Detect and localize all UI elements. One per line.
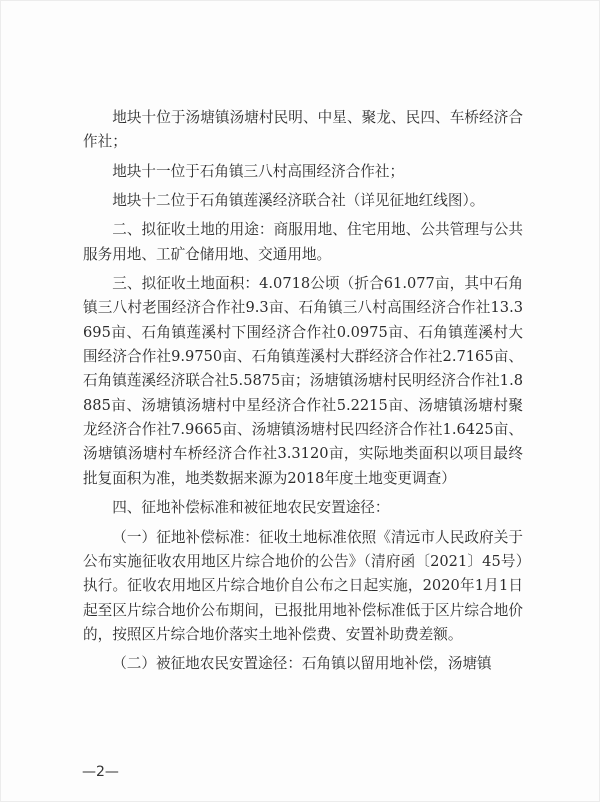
paragraph-3: 地块十二位于石角镇莲溪经济联合社（详见征地红线图）。 <box>112 192 485 210</box>
body-text <box>83 106 523 677</box>
paragraph-2: 地块十一位于石角镇三八村高围经济合作社； <box>112 162 405 180</box>
paragraph-4: 二、拟征收土地的用途：商服用地、住宅用地、公共管理与公共服务用地、工矿仓储用地、交通用地。 <box>83 221 523 263</box>
paragraph-7: （一）征地补偿标准：征收土地标准依照《清远市人民政府关于公布实施征收农用地区片综合地价的公告》（清府函〔2021〕45号）执行。征收农用地区片综合地价自公布之日起实施，2020年1月1日起至区片综合地价公布期间，已报批用地补偿标准低于区片综合地价的，按照区片综合地价落实土地补偿费、安置补助费差额。 <box>83 528 523 643</box>
paragraph-6: 四、征地补偿标准和被征地农民安置途径： <box>112 499 390 517</box>
page-number: —2— <box>82 764 119 780</box>
paragraph-8: （二）被征地农民安置途径：石角镇以留用地补偿，汤塘镇 <box>112 655 492 673</box>
paragraph-1: 地块十位于汤塘镇汤塘村民明、中星、聚龙、民四、车桥经济合作社； <box>83 109 523 151</box>
paragraph-5: 三、拟征收土地面积：4.0718公顷（折合61.077亩，其中石角镇三八村老围经济合作社9.3亩、石角镇三八村高围经济合作社13.3695亩、石角镇莲溪村下围经济合作社0.0975亩、石角镇莲溪村大围经济合作社9.9750亩、石角镇莲溪村大群经济合作社2.7165亩、石角镇莲溪经济联合社5.5875亩；汤塘镇汤塘村民明经济合作社1.8885亩、汤塘镇汤塘村中星经济合作社5.2215亩、汤塘镇汤塘村聚龙经济合作社7.9665亩、汤塘镇汤塘村民四经济合作社1.6425亩、汤塘镇汤塘村车桥经济合作社3.3120亩，实际地类面积以项目最终批复面积为准，地类数据来源为2018年度土地变更调查） <box>83 275 523 487</box>
